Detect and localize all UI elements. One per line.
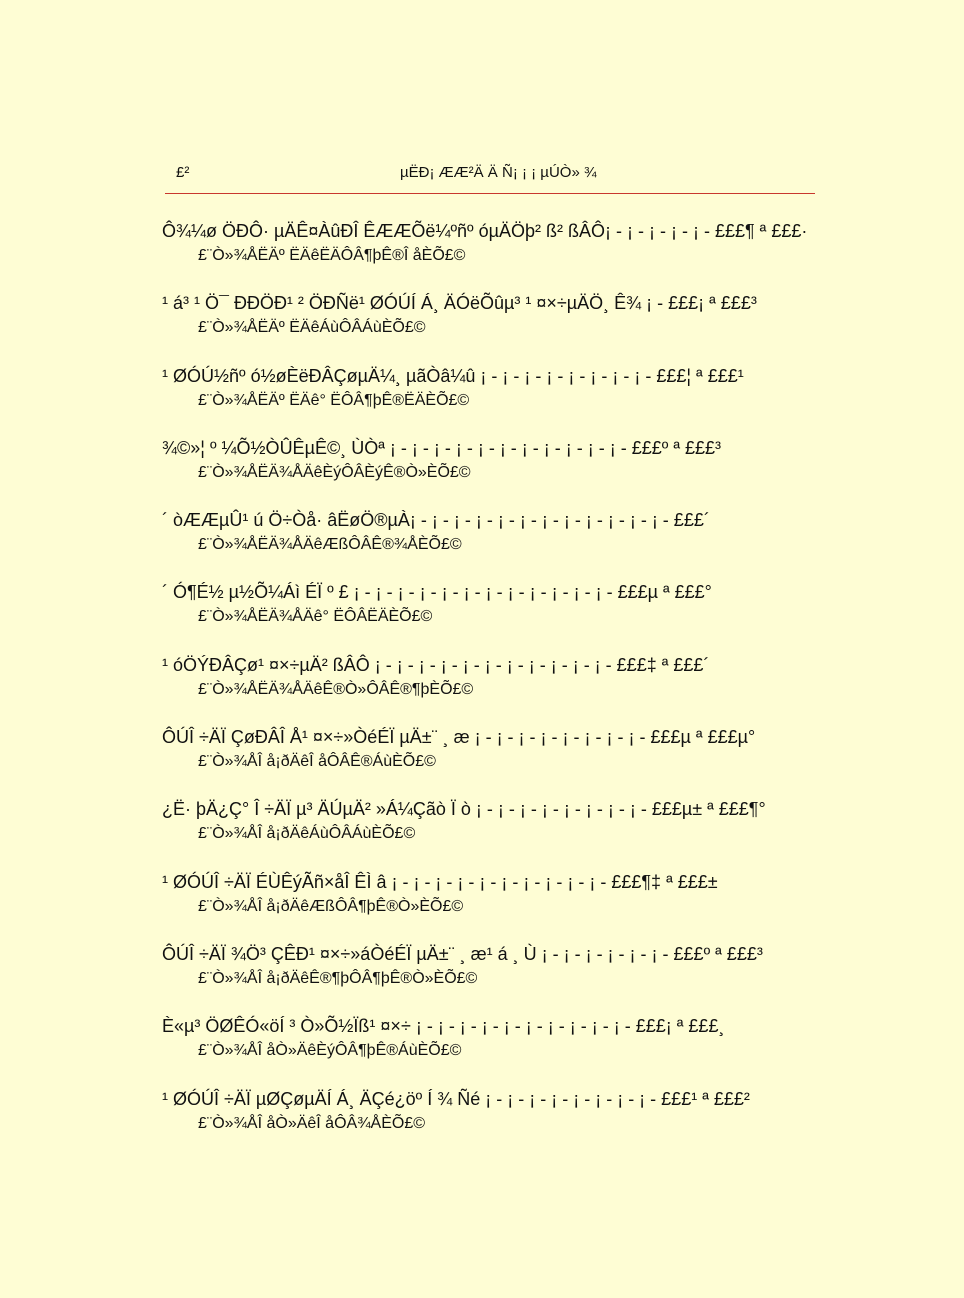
toc-entry-date: £¨Ò»¾ÅÎ å¡ðÄêÎ åÔÂÊ®ÁùÈÕ£© (198, 753, 436, 771)
toc-entry-date: £¨Ò»¾ÅÎ åÒ»ÄêÎ åÔÂ¾ÅÈÕ£© (198, 1114, 426, 1132)
toc-entry-date: £¨Ò»¾ÅÎ åÒ»ÄêÈýÔÂ¶þÊ®ÁùÈÕ£© (198, 1042, 462, 1060)
toc-entry-title: ¹ ØÓÚ½ñº ó½øÈëÐÂÇøµÄ¼¸ µãÒâ¼û ¡ - ¡ - ¡ - ¡ - ¡ - ¡ - ¡ - ¡ - £££¦ ª £££¹ (162, 365, 744, 386)
toc-entry-date: £¨Ò»¾ÅËÄº ËÄêÁùÔÂÁùÈÕ£© (198, 319, 426, 337)
toc-entry (162, 795, 822, 867)
toc-entry-title: ´ Ó¶É½ µ½Õ¼Áì ÉÏ º £ ¡ - ¡ - ¡ - ¡ - ¡ - ¡ - ¡ - ¡ - ¡ - ¡ - ¡ - ¡ - £££µ ª £££° (162, 582, 712, 603)
toc-entry (162, 506, 822, 578)
toc-entry-date: £¨Ò»¾ÅÎ å¡ðÄêÁùÔÂÁùÈÕ£© (198, 825, 416, 843)
toc-entry-title: ´ òÆÆµÛ¹ ú Ö÷Òå· âËøÖ®µÀ¡ - ¡ - ¡ - ¡ - ¡ - ¡ - ¡ - ¡ - ¡ - ¡ - ¡ - ¡ - £££´ (162, 510, 710, 531)
toc-entry-date: £¨Ò»¾ÅËÄ¾ÅÄêÊ®Ò»ÔÂÊ®¶þÈÕ£© (198, 680, 474, 698)
page-header (165, 160, 815, 194)
toc-entry-date: £¨Ò»¾ÅËÄº ËÄêËÄÔÂ¶þÊ®Î åÈÕ£© (198, 247, 466, 264)
toc-entry-title: ÔÚÎ ÷ÄÏ ÇøÐÂÎ Å¹ ¤×÷»ÒéÉÏ µÄ±¨ ¸ æ ¡ - ¡ - ¡ - ¡ - ¡ - ¡ - ¡ - ¡ - £££µ ª £££µ° (162, 727, 756, 748)
table-of-contents (162, 217, 822, 1157)
toc-entry (162, 1012, 822, 1084)
toc-entry-date: £¨Ò»¾ÅÎ å¡ðÄêÊ®¶þÔÂ¶þÊ®Ò»ÈÕ£© (198, 969, 478, 987)
toc-entry (162, 1085, 822, 1157)
toc-entry-title: È«µ³ ÖØÊÓ«öÍ ³ Ò»Õ½Ïß¹ ¤×÷ ¡ - ¡ - ¡ - ¡ - ¡ - ¡ - ¡ - ¡ - ¡ - ¡ - £££¡ ª £££¸ (162, 1016, 725, 1037)
toc-entry-date: £¨Ò»¾ÅÎ å¡ðÄêÆßÔÂ¶þÊ®Ò»ÈÕ£© (198, 897, 464, 915)
toc-entry-title: ÔÚÎ ÷ÄÏ ¾Ö³ ÇÊÐ¹ ¤×÷»áÒéÉÏ µÄ±¨ ¸ æ¹ á ¸ Ù ¡ - ¡ - ¡ - ¡ - ¡ - ¡ - £££º ª £££³ (162, 943, 763, 964)
toc-entry-title: ¾©»¦ º ¼Õ½ÒÛÊµÊ©¸ ÙÒª ¡ - ¡ - ¡ - ¡ - ¡ - ¡ - ¡ - ¡ - ¡ - ¡ - ¡ - £££º ª £££³ (162, 437, 722, 458)
toc-entry-title: ¹ ØÓÚÎ ÷ÄÏ ÉÙÊýÃñ×åÎ ÊÌ â ¡ - ¡ - ¡ - ¡ - ¡ - ¡ - ¡ - ¡ - ¡ - ¡ - £££¶‡ ª £££± (162, 871, 718, 892)
toc-entry (162, 217, 822, 289)
toc-entry (162, 434, 822, 506)
running-title: µËÐ¡ ÆÆ²Ä Ä Ñ¡ ¡ ¡ µÚÒ» ¾ (400, 164, 597, 181)
toc-entry (162, 651, 822, 723)
page-number: £² (176, 164, 190, 181)
toc-entry-title: ¿Ë· þÄ¿Ç° Î ÷ÄÏ µ³ ÄÚµÄ² »Á¼Çãò Ï ò ¡ - ¡ - ¡ - ¡ - ¡ - ¡ - ¡ - ¡ - £££µ± ª £££¶° (162, 799, 766, 820)
toc-entry (162, 362, 822, 434)
toc-entry-title: ¹ á³ ¹ Ö¯ ÐÐÖÐ¹ ² ÖÐÑë¹ ØÓÚÍ Á¸ ÄÓëÕûµ³ ¹ ¤×÷µÄÖ¸ Ê¾ ¡ - £££¡ ª £££³ (162, 293, 757, 314)
toc-entry-title: Ô¾¼ø ÖÐÔ· µÄÊ¤ÀûÐÎ ÊÆÆÕë¼ºñº óµÄÖþ² ß² ßÂÔ¡ - ¡ - ¡ - ¡ - ¡ - £££¶ ª £££· (162, 221, 808, 241)
toc-entry-date: £¨Ò»¾ÅËÄ¾ÅÄê° ËÔÂËÄÈÕ£© (198, 608, 433, 626)
toc-entry-date: £¨Ò»¾ÅËÄº ËÄê° ËÔÂ¶þÊ®ËÄÈÕ£© (198, 391, 470, 409)
toc-entry (162, 578, 822, 650)
toc-entry (162, 289, 822, 361)
toc-entry-title: ¹ óÖÝÐÂÇø¹ ¤×÷µÄ² ßÂÔ ¡ - ¡ - ¡ - ¡ - ¡ - ¡ - ¡ - ¡ - ¡ - ¡ - ¡ - £££‡ ª £££´ (162, 654, 710, 675)
toc-entry (162, 723, 822, 795)
toc-entry-date: £¨Ò»¾ÅËÄ¾ÅÄêÈýÔÂÈýÊ®Ò»ÈÕ£© (198, 463, 471, 481)
toc-entry-date: £¨Ò»¾ÅËÄ¾ÅÄêÆßÔÂÊ®¾ÅÈÕ£© (198, 536, 462, 554)
toc-entry (162, 868, 822, 940)
toc-entry (162, 940, 822, 1012)
toc-entry-title: ¹ ØÓÚÎ ÷ÄÏ µØÇøµÄÍ Á¸ ÄÇé¿öº Í ¾ Ñé ¡ - ¡ - ¡ - ¡ - ¡ - ¡ - ¡ - ¡ - £££¹ ª £££² (162, 1088, 750, 1109)
